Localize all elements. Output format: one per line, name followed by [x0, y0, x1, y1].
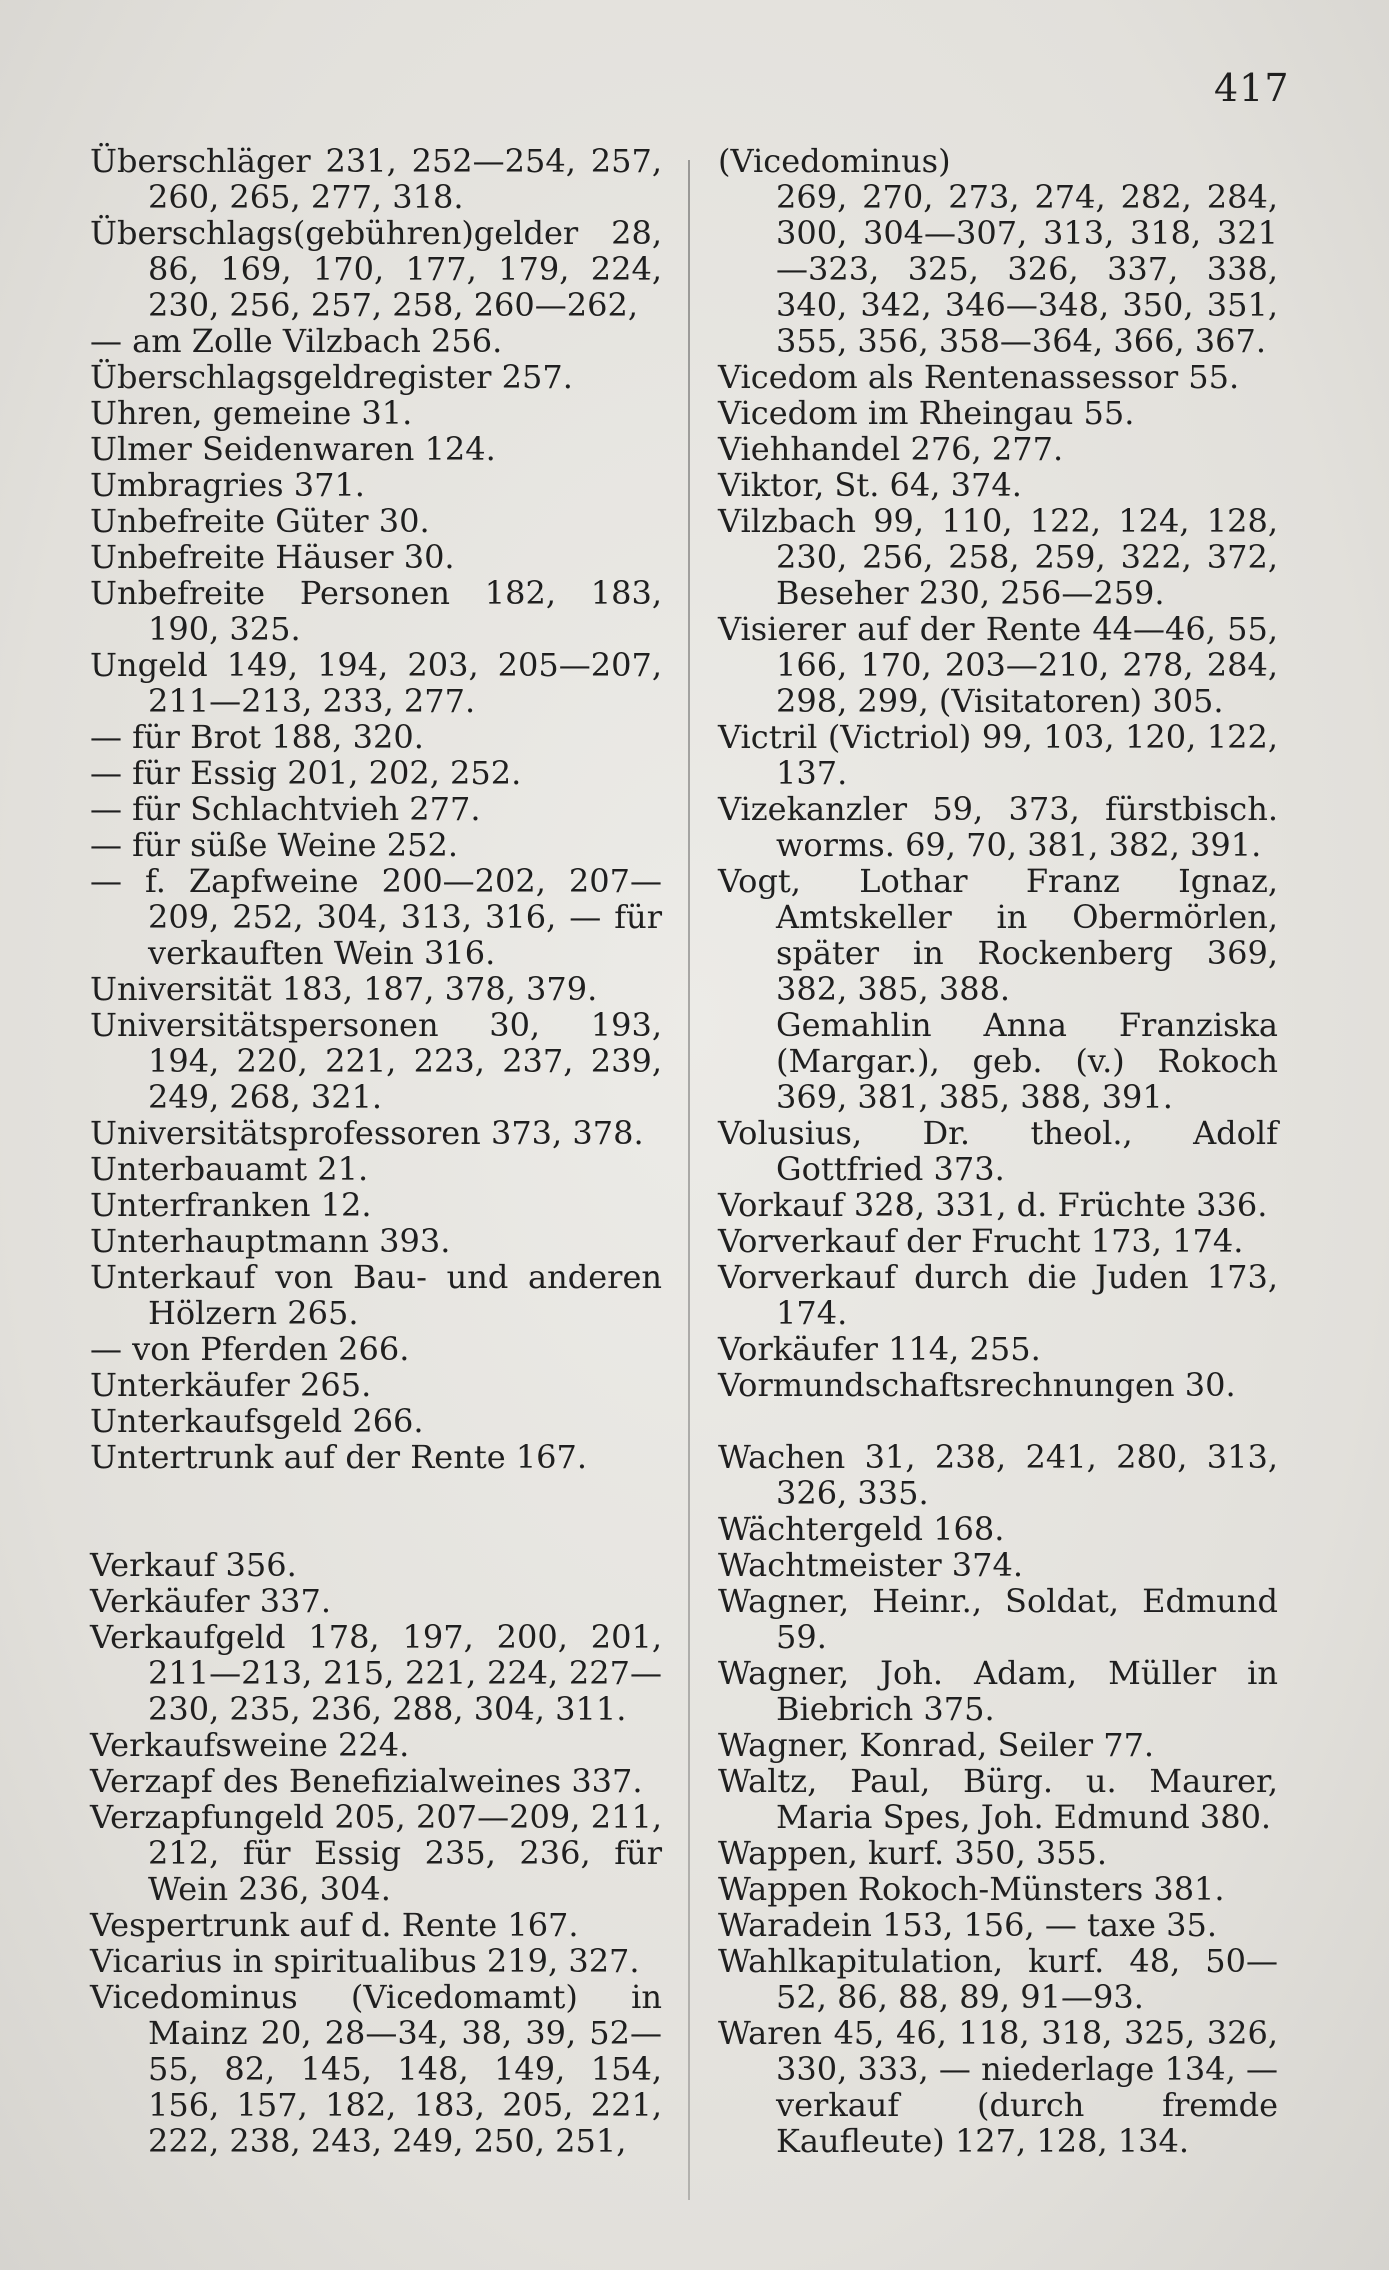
index-entry: Wappen Rokoch-Münsters 381. [718, 1870, 1225, 1908]
index-entry: Verkauf 356. [90, 1546, 297, 1584]
index-entry-continuation: 269, 270, 273, 274, 282, 284, 300, 304—307, 313, 318, 321—323, 325, 326, 337, 338, 340, 342, 346—348, 350, 351, 355, 356, 358—364, 366, 367. [776, 178, 1278, 360]
index-entry: Volusius, Dr. theol., Adolf Gottfried 373. [718, 1114, 1278, 1188]
index-entry: Überschlags(gebühren)gelder 28, 86, 169, 170, 177, 179, 224, 230, 256, 257, 258, 260—262, [90, 214, 662, 324]
index-column-right [718, 143, 1278, 2159]
index-entry: Waltz, Paul, Bürg. u. Maurer, Maria Spes, Joh. Edmund 380. [718, 1762, 1278, 1836]
index-entry: Unbefreite Güter 30. [90, 502, 430, 540]
index-entry: Verkaufsweine 224. [90, 1726, 410, 1764]
index-entry: Universität 183, 187, 378, 379. [90, 970, 598, 1008]
index-entry: — für Essig 201, 202, 252. [90, 754, 522, 792]
index-entry: — am Zolle Vilzbach 256. [90, 322, 503, 360]
index-entry: Wagner, Konrad, Seiler 77. [718, 1726, 1155, 1764]
index-entry: Wachtmeister 374. [718, 1546, 1024, 1584]
index-entry: Verzapfungeld 205, 207—209, 211, 212, für Essig 235, 236, für Wein 236, 304. [90, 1798, 662, 1908]
page-number: 417 [1214, 66, 1290, 110]
index-entry: Unterbauamt 21. [90, 1150, 369, 1188]
index-entry: Unterkäufer 265. [90, 1366, 372, 1404]
index-entry: — für Brot 188, 320. [90, 718, 424, 756]
index-entry: Vogt, Lothar Franz Ignaz, Amtskeller in Obermörlen, später in Rockenberg 369, 382, 385, 388. [718, 862, 1278, 1008]
index-entry: Vorkauf 328, 331, d. Früchte 336. [718, 1186, 1268, 1224]
index-entry: Visierer auf der Rente 44—46, 55, 166, 170, 203—210, 278, 284, 298, 299, (Visitatoren) 305. [718, 610, 1278, 720]
index-entry: Viehhandel 276, 277. [718, 430, 1064, 468]
index-column-left [90, 143, 662, 2159]
index-entry: Unbefreite Personen 182, 183, 190, 325. [90, 574, 662, 648]
index-entry: Vorkäufer 114, 255. [718, 1330, 1041, 1368]
index-entry-subentry: Gemahlin Anna Franziska (Margar.), geb. (v.) Rokoch 369, 381, 385, 388, 391. [776, 1006, 1278, 1116]
index-entry: Waren 45, 46, 118, 318, 325, 326, 330, 333, — niederlage 134, — verkauf (durch fremde Kaufleute) 127, 128, 134. [718, 2014, 1278, 2160]
index-entry: Verzapf des Benefizialweines 337. [90, 1762, 643, 1800]
index-entry: Unterkaufsgeld 266. [90, 1402, 424, 1440]
index-entry: Uhren, gemeine 31. [90, 394, 413, 432]
index-entry: Viktor, St. 64, 374. [718, 466, 1022, 504]
index-entry: Vorverkauf durch die Juden 173, 174. [718, 1258, 1278, 1332]
index-entry: Verkäufer 337. [90, 1582, 331, 1620]
index-entry: Unterfranken 12. [90, 1186, 372, 1224]
index-entry: Umbragries 371. [90, 466, 365, 504]
index-entry: Untertrunk auf der Rente 167. [90, 1438, 588, 1476]
index-entry: Waradein 153, 156, — taxe 35. [718, 1906, 1217, 1944]
index-entry: Unbefreite Häuser 30. [90, 538, 455, 576]
index-entry: Vormundschaftsrechnungen 30. [718, 1366, 1236, 1404]
index-entry: Unterkauf von Bau- und anderen Hölzern 265. [90, 1258, 662, 1332]
index-entry: Victril (Victriol) 99, 103, 120, 122, 137. [718, 718, 1278, 792]
index-entry: — von Pferden 266. [90, 1330, 410, 1368]
index-entry: Wagner, Joh. Adam, Müller in Biebrich 375. [718, 1654, 1278, 1728]
index-entry: Vicedominus (Vicedomamt) in Mainz 20, 28—34, 38, 39, 52—55, 82, 145, 148, 149, 154, 156, 157, 182, 183, 205, 221, 222, 238, 243, 249, 250, 251, [90, 1978, 662, 2160]
index-entry: Überschlagsgeldregister 257. [90, 358, 573, 396]
index-entry: Vilzbach 99, 110, 122, 124, 128, 230, 256, 258, 259, 322, 372, Beseher 230, 256—259. [718, 502, 1278, 612]
index-entry: Universitätspersonen 30, 193, 194, 220, 221, 223, 237, 239, 249, 268, 321. [90, 1006, 662, 1116]
index-entry: Vorverkauf der Frucht 173, 174. [718, 1222, 1244, 1260]
index-entry: Wagner, Heinr., Soldat, Edmund 59. [718, 1582, 1278, 1656]
index-entry: Ulmer Seidenwaren 124. [90, 430, 496, 468]
index-entry: — für süße Weine 252. [90, 826, 459, 864]
column-divider [688, 160, 690, 2200]
index-entry: Vespertrunk auf d. Rente 167. [90, 1906, 579, 1944]
index-entry: Wappen, kurf. 350, 355. [718, 1834, 1108, 1872]
index-entry: Vizekanzler 59, 373, fürstbisch. worms. 69, 70, 381, 382, 391. [718, 790, 1278, 864]
index-entry: Vicedom im Rheingau 55. [718, 394, 1135, 432]
index-entry: (Vicedominus) [718, 142, 951, 180]
index-entry: Vicedom als Rentenassessor 55. [718, 358, 1240, 396]
index-entry: Ungeld 149, 194, 203, 205—207, 211—213, 233, 277. [90, 646, 662, 720]
index-entry: Wahlkapitulation, kurf. 48, 50—52, 86, 88, 89, 91—93. [718, 1942, 1278, 2016]
index-entry: — für Schlachtvieh 277. [90, 790, 481, 828]
index-entry: Vicarius in spiritualibus 219, 327. [90, 1942, 640, 1980]
index-entry: Universitätsprofessoren 373, 378. [90, 1114, 644, 1152]
index-entry: Überschläger 231, 252—254, 257, 260, 265, 277, 318. [90, 142, 662, 216]
index-entry: Wächtergeld 168. [718, 1510, 1005, 1548]
index-entry: — f. Zapfweine 200—202, 207—209, 252, 304, 313, 316, — für verkauften Wein 316. [90, 862, 662, 972]
index-entry: Verkaufgeld 178, 197, 200, 201, 211—213, 215, 221, 224, 227—230, 235, 236, 288, 304, 311. [90, 1618, 662, 1728]
index-entry: Wachen 31, 238, 241, 280, 313, 326, 335. [718, 1438, 1278, 1512]
index-entry: Unterhauptmann 393. [90, 1222, 451, 1260]
